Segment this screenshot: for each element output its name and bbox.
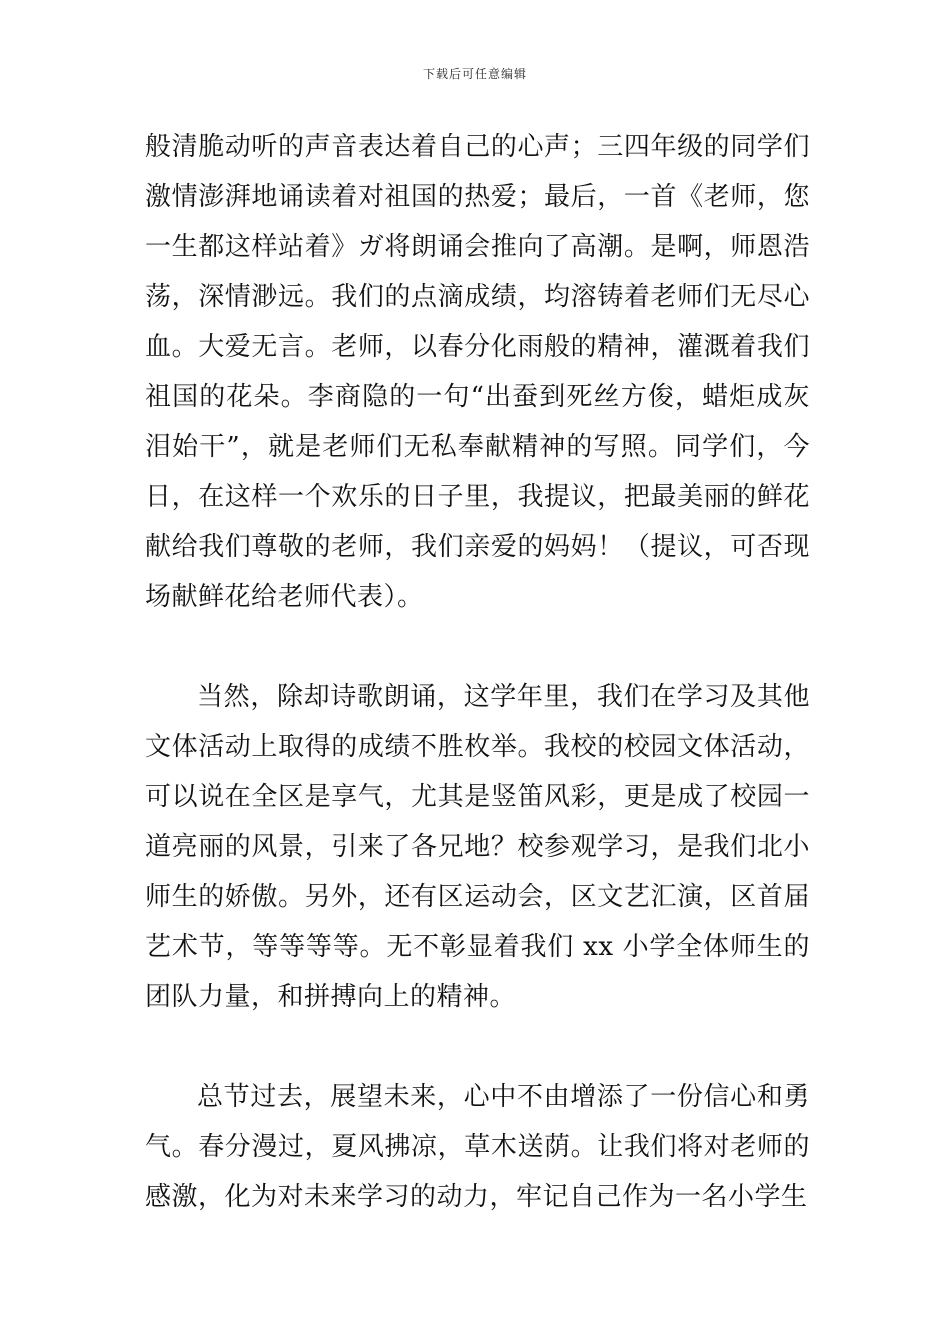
page-header-note: 下载后可任意编辑 <box>422 67 527 81</box>
paragraph-2: 当然，除却诗歌朗诵，这学年里，我们在学习及其他文体活动上取得的成绩不胜枚举。我校的校园文体活动，可以说在全区是享气，尤其是竖笛风彩，更是成了校园一道亮丽的风景，引来了各兄地？校参观学习，是我们北小师生的娇傲。另外，还有区运动会，区文艺汇演，区首届艺术节，等等等等。无不彰显着我们 xx 小学全体师生的团队力量，和拼搏向上的精神。 <box>145 682 810 1012</box>
document-body <box>145 122 810 1222</box>
paragraph-1: 般清脆动听的声音表达着自己的心声；三四年级的同学们激情澎湃地诵读着对祖国的热爱；最后，一首《老师，您一生都这样站着》ガ将朗诵会推向了高潮。是啊，师恩浩荡，深情渺远。我们的点滴成绩，均溶铸着老师们无尽心血。大爱无言。老师，以春分化雨般的精神，灌溉着我们祖国的花朵。李商隐的一句“出蚕到死丝方俊，蜡炬成灰泪始干”，就是老师们无私奉献精神的写照。同学们，今日，在这样一个欢乐的日子里，我提议，把最美丽的鲜花献给我们尊敬的老师，我们亲爱的妈妈！（提议，可否现场献鲜花给老师代表）。 <box>145 132 810 612</box>
paragraph-3: 总节过去，展望未来，心中不由增添了一份信心和勇气。春分漫过，夏风拂凉，草木送荫。让我们将对老师的感激，化为对未来学习的动力，牢记自己作为一名小学生 <box>145 1082 810 1212</box>
